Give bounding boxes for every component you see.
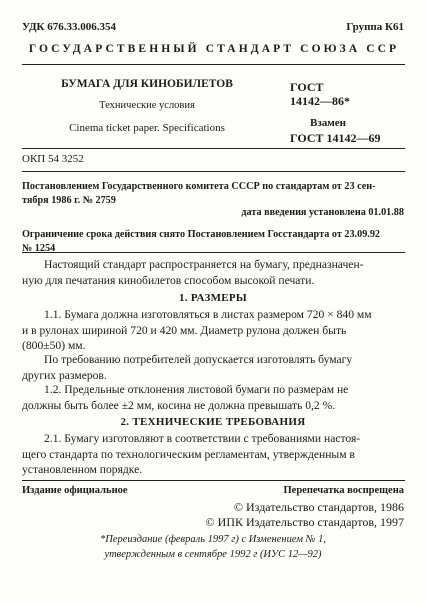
footer-rule	[22, 480, 405, 481]
limitation-line-1: Ограничение срока действия снято Постановлением Госстандарта от 23.09.92	[22, 229, 381, 240]
gost-number: 14142—86*	[290, 94, 350, 108]
section-1-paragraph-1	[22, 307, 406, 354]
document-subtitle: Технические условия	[99, 100, 195, 111]
okp-rule	[22, 171, 405, 172]
s2p1-line-1: 2.1. Бумагу изготовляют в соответствии с требованиями настоя-	[44, 432, 361, 445]
copyright-1997: © ИПК Издательство стандартов, 1997	[205, 515, 404, 529]
section-1-heading: 1. РАЗМЕРЫ	[178, 292, 248, 304]
section-2-heading: 2. ТЕХНИЧЕСКИЕ ТРЕБОВАНИЯ	[120, 416, 306, 428]
s1p1-line-2: и в рулонах шириной 720 и 420 мм. Диаметр рулона должен быть	[22, 323, 347, 337]
effective-date: дата введения установлена 01.01.88	[241, 207, 404, 218]
document-title-english: Cinema ticket paper. Specifications	[69, 122, 225, 134]
section-1-paragraph-2	[22, 352, 406, 383]
s1p3-line-1: 1.2. Предельные отклонения листовой бумаги по размерам не	[44, 383, 349, 396]
reissue-note-line-1: *Переиздание (февраль 1997 г) с Изменением № 1,	[100, 534, 326, 545]
document-title: БУМАГА ДЛЯ КИНОБИЛЕТОВ	[61, 78, 233, 90]
reissue-note-line-2: утвержденным в сентябре 1992 г (ИУС 12—92)	[104, 549, 322, 560]
group-code: Группа К61	[346, 21, 404, 33]
section-2-paragraph-1	[22, 431, 406, 478]
gost-label: ГОСТ	[290, 80, 324, 94]
section-1-paragraph-3	[22, 382, 406, 413]
intro-paragraph	[22, 257, 406, 288]
s1p2-line-1: По требованию потребителей допускается изготовлять бумагу	[44, 353, 353, 366]
official-edition: Издание официальное	[22, 485, 128, 496]
copyright-1986: © Издательство стандартов, 1986	[233, 500, 404, 514]
top-rule	[22, 64, 405, 65]
s2p1-line-3: установленном порядке.	[22, 463, 143, 476]
s1p3-line-2: должны быть более ±2 мм, косина не должна превышать 0,2 %.	[22, 398, 336, 412]
decree-text	[22, 180, 406, 207]
replaces-label: Взамен	[310, 117, 346, 129]
okp-code: ОКП 54 3252	[22, 153, 84, 165]
decree-rule	[22, 252, 405, 253]
s2p1-line-2: щего стандарта по технологическим регламентам, утвержденным в	[22, 447, 355, 461]
replaces-number: ГОСТ 14142—69	[290, 131, 381, 145]
intro-line-2: ную для печатания кинобилетов способом высокой печати.	[22, 273, 315, 287]
decree-line-1: Постановлением Государственного комитета СССР по стандартам от 23 сен-	[22, 181, 376, 192]
intro-line-1: Настоящий стандарт распространяется на бумагу, предназначен-	[44, 258, 364, 271]
title-rule	[22, 148, 405, 149]
udk-code: УДК 676.33.006.354	[22, 21, 117, 33]
decree-line-2: тября 1986 г. № 2759	[22, 194, 116, 206]
limitation-text	[22, 228, 406, 255]
reprint-notice: Перепечатка воспрещена	[283, 485, 404, 496]
state-standard-banner: ГОСУДАРСТВЕННЫЙ СТАНДАРТ СОЮЗА ССР	[28, 43, 400, 55]
s1p1-line-3: (800±50) мм.	[22, 339, 86, 352]
limitation-line-2: № 1254	[22, 242, 56, 254]
s1p1-line-1: 1.1. Бумага должна изготовляться в листах размером 720 × 840 мм	[44, 308, 372, 321]
s1p2-line-2: других размеров.	[22, 368, 107, 382]
